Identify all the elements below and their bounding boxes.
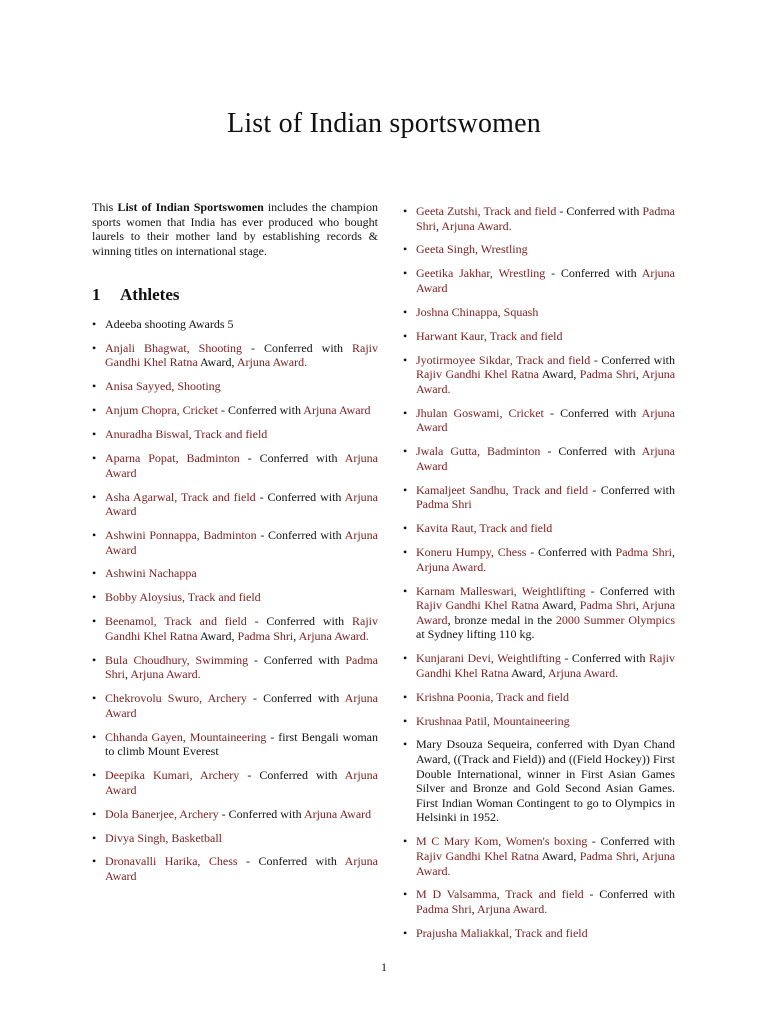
item-text: at Sydney lifting 110 kg. <box>416 627 535 642</box>
list-item <box>92 379 378 394</box>
list-item <box>92 317 378 332</box>
wiki-link[interactable]: Arjuna Award. <box>416 559 487 574</box>
wiki-link[interactable]: Karnam Malleswari, Weightlifting <box>416 583 586 598</box>
item-text: - Conferred with <box>585 583 675 598</box>
list-item <box>92 691 378 720</box>
item-text: Award, <box>538 598 580 613</box>
wiki-link[interactable]: Chhanda Gayen, Mountaineering <box>105 729 267 744</box>
wiki-link[interactable]: Dronavalli Harika, Chess <box>105 854 238 869</box>
item-text: - Conferred with <box>540 444 642 459</box>
wiki-link[interactable]: Padma Shri <box>416 204 675 233</box>
item-text: - Conferred with <box>543 405 642 420</box>
list-item <box>403 737 675 825</box>
list-item <box>92 614 378 643</box>
wiki-link[interactable]: Arjuna Award. <box>547 665 619 680</box>
wiki-link[interactable]: Rajiv Gandhi Khel Ratna <box>416 651 675 680</box>
wiki-link[interactable]: Padma Shri <box>579 848 636 863</box>
wiki-link[interactable]: Rajiv Gandhi Khel Ratna <box>416 367 539 382</box>
wiki-link[interactable]: Koneru Humpy, Chess <box>416 545 527 560</box>
wiki-link[interactable]: Kunjarani Devi, Weightlifting <box>416 651 561 666</box>
intro-rest: includes the champion sports women that India has ever produced who bought laurels to their mother land by establishing records & winning titles on international stage. <box>92 200 378 258</box>
item-text: - Conferred with <box>246 614 352 629</box>
wiki-link[interactable]: Arjuna Award <box>416 266 676 295</box>
list-item <box>92 566 378 581</box>
list-item <box>92 831 378 846</box>
wiki-link[interactable]: Padma Shri <box>579 598 636 613</box>
item-text: - Conferred with <box>556 204 643 218</box>
item-text: - Conferred with <box>248 652 346 667</box>
list-item <box>92 730 378 759</box>
wiki-link[interactable]: Joshna Chinappa, Squash <box>416 304 539 319</box>
wiki-link[interactable]: Rajiv Gandhi Khel Ratna <box>105 614 378 643</box>
wiki-link[interactable]: Padma Shri <box>105 652 378 682</box>
item-text: - Conferred with <box>242 340 352 355</box>
item-text: - Conferred with <box>239 768 345 783</box>
wiki-link[interactable]: Jwala Gutta, Badminton <box>416 444 541 459</box>
wiki-link[interactable]: Padma Shri <box>615 545 672 560</box>
list-item <box>403 714 675 729</box>
wiki-link[interactable]: Arjuna Award. <box>130 667 201 682</box>
wiki-link[interactable]: Asha Agarwal, Track and field <box>105 489 256 504</box>
item-text: - Conferred with <box>239 451 345 466</box>
wiki-link[interactable]: Geeta Zutshi, Track and field <box>416 204 557 218</box>
wiki-link[interactable]: Arjuna Award. <box>441 218 512 233</box>
list-item <box>92 768 378 797</box>
item-text: Award, <box>508 665 548 680</box>
wiki-link[interactable]: Arjuna Award <box>416 405 675 435</box>
wiki-link[interactable]: Ashwini Ponnappa, Badminton <box>105 527 257 542</box>
list-item <box>403 444 675 473</box>
wiki-link[interactable]: Arjuna Award <box>105 527 378 557</box>
wiki-link[interactable]: Arjuna Award <box>105 451 379 480</box>
list-item <box>92 490 378 519</box>
section-number: 1 <box>92 285 101 305</box>
wiki-link[interactable]: Arjuna Award <box>105 489 378 519</box>
wiki-link[interactable]: Padma Shri <box>579 367 636 382</box>
wiki-link[interactable]: Rajiv Gandhi Khel Ratna <box>416 848 539 863</box>
list-item <box>403 834 675 878</box>
list-item <box>92 653 378 682</box>
wiki-link[interactable]: Deepika Kumari, Archery <box>105 768 240 783</box>
wiki-link[interactable]: Arjuna Award. <box>416 848 676 878</box>
intro-bold: List of Indian Sportswomen <box>117 200 264 214</box>
athlete-list-left <box>92 317 378 884</box>
item-text: , <box>436 218 442 233</box>
item-text: Award, <box>538 367 580 382</box>
item-text: - Conferred with <box>256 527 345 542</box>
wiki-link[interactable]: Jhulan Goswami, Cricket <box>416 405 544 420</box>
item-text: - Conferred with <box>526 545 616 560</box>
item-text: - Conferred with <box>583 887 675 902</box>
section-heading <box>92 285 378 305</box>
list-item <box>92 341 378 370</box>
item-text: , <box>471 902 478 917</box>
left-column <box>92 200 378 893</box>
wiki-link[interactable]: Bula Choudhury, Swimming <box>105 652 249 667</box>
item-text: - Conferred with <box>587 834 675 849</box>
wiki-link[interactable]: Padma Shri <box>237 628 294 643</box>
list-item <box>403 204 675 233</box>
item-text: , <box>635 367 642 382</box>
item-text: , <box>293 628 299 643</box>
list-item <box>403 305 675 320</box>
wiki-link[interactable]: Divya Singh, Basketball <box>105 830 222 845</box>
item-text: - Conferred with <box>545 266 642 281</box>
list-item <box>92 807 378 822</box>
wiki-link[interactable]: Arjuna Award <box>105 854 378 884</box>
right-column <box>403 204 675 950</box>
item-text: Award, <box>197 355 237 370</box>
item-text: - Conferred with <box>246 691 345 706</box>
item-text: - Conferred with <box>590 352 676 367</box>
wiki-link[interactable]: Anjum Chopra, Cricket <box>105 403 218 418</box>
wiki-link[interactable]: Padma Shri <box>416 902 472 917</box>
wiki-link[interactable]: Kavita Raut, Track and field <box>416 521 553 536</box>
item-text: Adeeba shooting Awards 5 <box>105 316 234 331</box>
page-number: 1 <box>381 960 387 974</box>
wiki-link[interactable]: Dola Banerjee, Archery <box>105 806 219 821</box>
list-item <box>403 353 675 397</box>
item-text: Award, <box>538 848 580 863</box>
list-item <box>92 854 378 883</box>
item-text: , <box>125 667 131 682</box>
wiki-link[interactable]: Arjuna Award <box>303 403 371 418</box>
wiki-link[interactable]: Chekrovolu Swuro, Archery <box>105 691 247 706</box>
item-text: - Conferred with <box>237 854 345 869</box>
wiki-link[interactable]: Arjuna Award <box>303 806 372 821</box>
page-title: List of Indian sportswomen <box>227 108 541 139</box>
list-item <box>403 406 675 435</box>
wiki-link[interactable]: Arjuna Award. <box>477 902 548 917</box>
item-text: - Conferred with <box>255 489 345 504</box>
list-item <box>403 926 675 941</box>
item-text: , <box>635 598 642 613</box>
item-text: - Conferred with <box>217 403 304 418</box>
wiki-link[interactable]: Arjuna Award <box>416 444 675 473</box>
item-text: - Conferred with <box>588 482 675 497</box>
item-text: Mary Dsouza Sequeira, conferred with Dyan Chand Award, ((Track and Field)) and ((Field Hockey)) First Double International, winner in First Asian Games Silver and Bronze and Gold Second Asian Games. First Indian Woman Contingent to go to Olympics in Helsinki in 1952. <box>416 737 675 825</box>
wiki-link[interactable]: Arjuna Award. <box>236 355 308 370</box>
wiki-link[interactable]: Krushnaa Patil, Mountaineering <box>416 713 570 728</box>
intro-prefix: This <box>92 200 118 214</box>
wiki-link[interactable]: Arjuna Award <box>105 768 378 797</box>
list-item <box>403 329 675 344</box>
list-item <box>403 521 675 536</box>
wiki-link[interactable]: Arjuna Award <box>416 598 676 627</box>
wiki-link[interactable]: Prajusha Maliakkal, Track and field <box>416 925 588 940</box>
list-item <box>403 266 675 295</box>
list-item <box>92 451 378 480</box>
list-item <box>92 427 378 442</box>
list-item <box>403 545 675 574</box>
list-item <box>403 584 675 642</box>
item-text: Award, <box>197 628 238 643</box>
wiki-link[interactable]: Anjali Bhagwat, Shooting <box>105 340 242 355</box>
wiki-link[interactable]: Rajiv Gandhi Khel Ratna <box>416 598 539 613</box>
wiki-link[interactable]: Jyotirmoyee Sikdar, Track and field <box>416 352 591 367</box>
wiki-link[interactable]: Arjuna Award. <box>298 628 369 643</box>
list-item <box>92 528 378 557</box>
list-item <box>92 403 378 418</box>
wiki-link[interactable]: Anisa Sayyed, Shooting <box>105 379 221 394</box>
wiki-link[interactable]: Arjuna Award. <box>416 367 676 396</box>
wiki-link[interactable]: M C Mary Kom, Women's boxing <box>416 834 588 849</box>
wiki-link[interactable]: Rajiv Gandhi Khel Ratna <box>105 340 378 370</box>
wiki-link[interactable]: Padma Shri <box>416 497 472 512</box>
list-item <box>403 690 675 705</box>
wiki-link[interactable]: Harwant Kaur, Track and field <box>416 328 563 343</box>
athlete-list-right <box>403 204 675 941</box>
item-text: , bronze medal in the <box>447 612 556 627</box>
wiki-link[interactable]: M D Valsamma, Track and field <box>416 887 584 902</box>
wiki-link[interactable]: Anuradha Biswal, Track and field <box>105 427 268 442</box>
item-text: - first Bengali woman to climb Mount Everest <box>105 729 378 759</box>
list-item <box>403 651 675 680</box>
item-text: - Conferred with <box>560 651 649 666</box>
wiki-link[interactable]: Arjuna Award <box>105 691 378 720</box>
section-title: Athletes <box>120 285 180 305</box>
wiki-link[interactable]: Kamaljeet Sandhu, Track and field <box>416 482 589 497</box>
wiki-link[interactable]: Beenamol, Track and field <box>105 614 247 629</box>
item-text: , <box>635 848 642 863</box>
wiki-link[interactable]: Geeta Singh, Wrestling <box>416 242 528 257</box>
item-text: , <box>671 545 675 560</box>
wiki-link[interactable]: Krishna Poonia, Track and field <box>416 689 569 704</box>
wiki-link[interactable]: Geetika Jakhar, Wrestling <box>416 266 546 281</box>
intro-paragraph <box>92 200 378 258</box>
wiki-link[interactable]: Bobby Aloysius, Track and field <box>105 590 261 605</box>
list-item <box>92 590 378 605</box>
list-item <box>403 242 675 257</box>
list-item <box>403 887 675 916</box>
wiki-link[interactable]: Aparna Popat, Badminton <box>105 451 240 466</box>
wiki-link[interactable]: Ashwini Nachappa <box>105 566 197 581</box>
wiki-link[interactable]: 2000 Summer Olympics <box>555 612 676 627</box>
item-text: - Conferred with <box>218 806 304 821</box>
list-item <box>403 483 675 512</box>
